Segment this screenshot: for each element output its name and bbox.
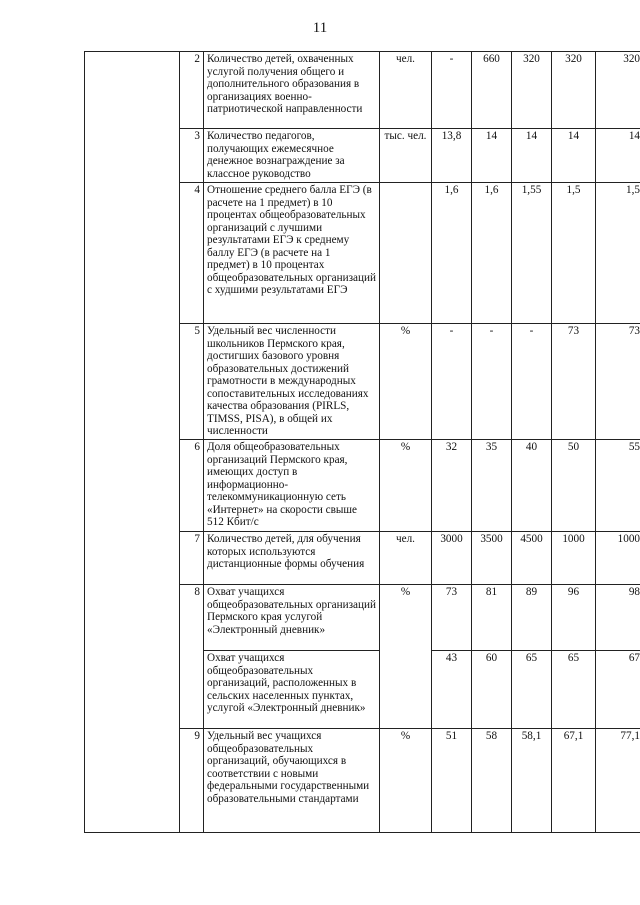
value-cell: 40 [512,440,552,532]
value-cell: 96 [552,585,596,651]
indicator-name: Удельный вес численности школьников Пермского края, достигших базового уровня образовательных достижений грамотности в международных сопоставительных исследованиях качества образования (PIRLS, TIMSS, PISA), в общей их численности [204,324,380,440]
value-cell: 98 [596,585,640,651]
row-number: 4 [180,183,204,324]
value-cell: 81 [472,585,512,651]
value-cell: 67 [596,651,640,729]
indicator-name: Удельный вес учащихся общеобразовательных организаций, обучающихся в соответствии с новыми федеральными государственными образовательными стандартами [204,729,380,833]
unit-cell: % [380,729,432,833]
value-cell: 65 [512,651,552,729]
row-number: 6 [180,440,204,532]
table-row [85,52,640,129]
value-cell: 77,1 [596,729,640,833]
value-cell: 320 [552,52,596,129]
value-cell: 14 [552,129,596,183]
unit-cell: % [380,440,432,532]
indicator-name: Доля общеобразовательных организаций Пермского края, имеющих доступ в информационно-телекоммуникационную сеть «Интернет» на скорости свыше 512 Кбит/с [204,440,380,532]
value-cell: 320 [596,52,640,129]
value-cell: 1000 [596,532,640,585]
value-cell: 1,6 [472,183,512,324]
value-cell: 73 [432,585,472,651]
value-cell: 14 [472,129,512,183]
value-cell: 58 [472,729,512,833]
value-cell: 43 [432,651,472,729]
value-cell: 1,5 [552,183,596,324]
unit-cell: чел. [380,532,432,585]
value-cell: 1,6 [432,183,472,324]
indicator-name: Отношение среднего балла ЕГЭ (в расчете на 1 предмет) в 10 процентах общеобразовательных организаций с лучшими результатами ЕГЭ к среднему баллу ЕГЭ (в расчете на 1 предмет) в 10 процентах общеобразовательных организаций с худшими результатами ЕГЭ [204,183,380,324]
value-cell: 73 [552,324,596,440]
value-cell: 1,55 [512,183,552,324]
indicator-name: Количество детей, охваченных услугой получения общего и дополнительного образования в организациях военно-патриотической направленности [204,52,380,129]
value-cell: 320 [512,52,552,129]
unit-cell: % [380,324,432,440]
value-cell: 89 [512,585,552,651]
value-cell: 3000 [432,532,472,585]
value-cell: 14 [596,129,640,183]
value-cell: 73 [596,324,640,440]
blank-column [85,52,180,833]
value-cell: 67,1 [552,729,596,833]
value-cell: 60 [472,651,512,729]
value-cell: - [472,324,512,440]
indicator-name: Охват учащихся общеобразовательных организаций Пермского края услугой «Электронный дневник» [204,585,380,651]
indicators-table [84,51,640,833]
value-cell: 3500 [472,532,512,585]
row-number: 2 [180,52,204,129]
value-cell: 50 [552,440,596,532]
unit-cell [380,183,432,324]
value-cell: 4500 [512,532,552,585]
row-number: 5 [180,324,204,440]
value-cell: 1,5 [596,183,640,324]
unit-cell: % [380,585,432,729]
page-number: 11 [312,20,328,36]
value-cell: 55 [596,440,640,532]
value-cell: 660 [472,52,512,129]
value-cell: 35 [472,440,512,532]
indicator-name: Количество детей, для обучения которых используются дистанционные формы обучения [204,532,380,585]
indicator-name: Охват учащихся общеобразовательных организаций, расположенных в сельских населенных пунктах, услугой «Электронный дневник» [204,651,380,729]
row-number: 8 [180,585,204,729]
value-cell: 32 [432,440,472,532]
row-number: 7 [180,532,204,585]
row-number: 9 [180,729,204,833]
indicator-name: Количество педагогов, получающих ежемесячное денежное вознаграждение за классное руководство [204,129,380,183]
value-cell: 58,1 [512,729,552,833]
unit-cell: чел. [380,52,432,129]
value-cell: 14 [512,129,552,183]
value-cell: - [432,324,472,440]
value-cell: 1000 [552,532,596,585]
value-cell: - [512,324,552,440]
value-cell: 51 [432,729,472,833]
row-number: 3 [180,129,204,183]
value-cell: - [432,52,472,129]
unit-cell: тыс. чел. [380,129,432,183]
value-cell: 13,8 [432,129,472,183]
value-cell: 65 [552,651,596,729]
